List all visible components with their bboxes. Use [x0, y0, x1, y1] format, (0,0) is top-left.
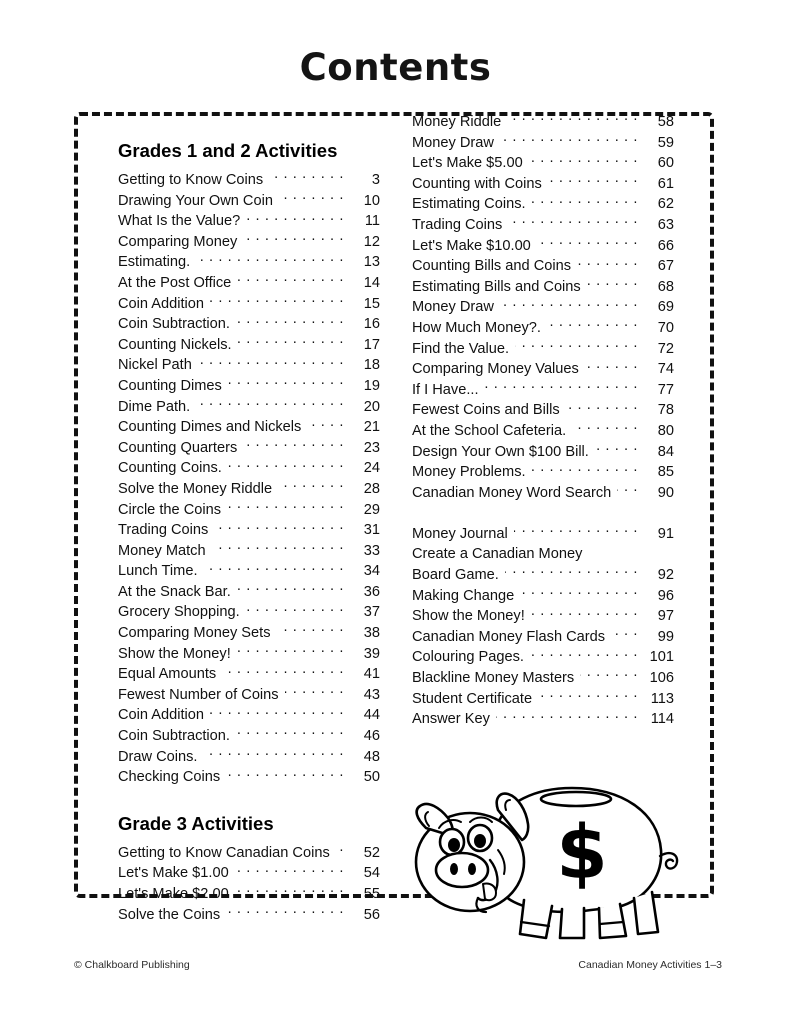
toc-entry[interactable]	[412, 153, 674, 174]
toc-page-number: 56	[363, 906, 380, 923]
toc-page-number: 85	[657, 464, 674, 481]
toc-entry-title: Getting to Know Canadian Coins	[118, 844, 330, 861]
toc-entry[interactable]	[412, 339, 674, 360]
toc-entry[interactable]	[118, 644, 380, 665]
section-heading: Grades 1 and 2 Activities	[118, 140, 338, 161]
toc-page-number: 13	[363, 254, 380, 271]
dot-leader	[235, 884, 344, 898]
toc-page-number: 31	[363, 522, 380, 539]
dot-leader	[537, 236, 638, 250]
toc-entry[interactable]	[412, 318, 674, 339]
toc-entry-title: Lunch Time.	[118, 563, 198, 580]
toc-column-left	[118, 112, 380, 925]
toc-entry-title: Create a Canadian Money	[412, 546, 583, 563]
toc-page-number: 114	[650, 711, 674, 728]
toc-entry-title: Trading Coins	[118, 522, 209, 539]
toc-entry-title: Counting Dimes	[118, 377, 222, 394]
toc-page-number: 62	[657, 196, 674, 213]
toc-entry[interactable]	[118, 376, 380, 397]
dot-leader	[336, 843, 344, 857]
toc-entry[interactable]	[412, 174, 674, 195]
toc-column-right	[412, 112, 674, 730]
toc-page-number: 48	[363, 748, 380, 765]
toc-page-number: 34	[363, 563, 380, 580]
dot-leader	[237, 644, 344, 658]
toc-entry[interactable]	[118, 294, 380, 315]
toc-entry[interactable]	[412, 442, 674, 463]
dot-leader	[243, 232, 344, 246]
toc-entry[interactable]	[118, 355, 380, 376]
toc-page-number: 28	[363, 480, 380, 497]
dot-leader	[279, 191, 344, 205]
toc-entry-title: Getting to Know Coins	[118, 172, 264, 188]
toc-entry[interactable]	[412, 359, 674, 380]
dot-leader	[532, 194, 638, 208]
toc-page-number: 113	[650, 690, 674, 707]
toc-entry[interactable]	[118, 602, 380, 623]
toc-entry[interactable]	[118, 438, 380, 459]
toc-entry-title: Comparing Money Sets	[118, 625, 271, 642]
toc-entry[interactable]	[118, 664, 380, 685]
toc-entry-title: If I Have...	[412, 381, 479, 398]
toc-entry[interactable]	[118, 191, 380, 212]
dot-leader	[507, 112, 638, 126]
dot-leader	[588, 544, 638, 558]
dot-leader	[228, 376, 344, 390]
toc-entry[interactable]	[118, 685, 380, 706]
toc-entry[interactable]	[412, 462, 674, 483]
toc-entry[interactable]	[118, 252, 380, 273]
toc-entry-title: Solve the Money Riddle	[118, 480, 273, 497]
toc-page-number: 19	[363, 377, 380, 394]
toc-entry[interactable]	[118, 500, 380, 521]
dot-leader	[238, 335, 344, 349]
dot-leader	[307, 417, 344, 431]
toc-page-number: 21	[363, 419, 380, 436]
toc-page-number: 52	[363, 844, 380, 861]
footer-book-title: Canadian Money Activities 1–3	[578, 959, 722, 971]
toc-entry[interactable]	[412, 215, 674, 236]
toc-page-number: 3	[371, 172, 380, 188]
toc-entry-title: How Much Money?.	[412, 319, 541, 336]
toc-entry-title: Design Your Own $100 Bill.	[412, 443, 589, 460]
toc-entry-title: Estimating Coins.	[412, 196, 526, 213]
toc-entry[interactable]	[118, 273, 380, 294]
toc-entry-title: Let's Make $10.00	[412, 237, 531, 254]
dot-leader	[210, 705, 344, 719]
dot-leader	[500, 297, 638, 311]
toc-page-number: 50	[363, 769, 380, 786]
toc-entry-title: Comparing Money	[118, 233, 238, 250]
toc-page-number: 91	[657, 525, 674, 542]
dot-leader	[196, 397, 344, 411]
toc-page-number: 69	[657, 299, 674, 316]
dot-leader	[587, 277, 638, 291]
toc-entry[interactable]	[412, 606, 674, 627]
dot-leader	[617, 483, 638, 497]
toc-entry[interactable]	[118, 170, 380, 191]
dot-leader	[196, 252, 344, 266]
toc-entry[interactable]	[118, 520, 380, 541]
heading-spacer	[118, 835, 380, 843]
page-title: Contents	[299, 46, 492, 89]
toc-page-number: 84	[657, 443, 674, 460]
dot-leader	[505, 565, 638, 579]
dot-leader	[222, 664, 344, 678]
toc-page-number: 74	[657, 361, 674, 378]
dot-leader	[595, 442, 638, 456]
toc-page-number: 38	[363, 625, 380, 642]
dot-leader	[548, 174, 638, 188]
dot-leader	[237, 582, 344, 596]
toc-page-number: 63	[657, 216, 674, 233]
toc-entry[interactable]	[118, 705, 380, 726]
toc-page-number: 33	[363, 542, 380, 559]
dot-leader	[204, 561, 345, 575]
toc-page-number: 54	[363, 865, 380, 882]
dot-leader	[236, 726, 344, 740]
toc-entry-title: Canadian Money Flash Cards	[412, 628, 606, 645]
toc-entry-title: Fewest Coins and Bills	[412, 402, 560, 419]
toc-entry[interactable]	[118, 843, 380, 864]
dot-leader	[547, 318, 638, 332]
dot-leader	[520, 586, 638, 600]
dot-leader	[580, 668, 638, 682]
dot-leader	[243, 438, 344, 452]
toc-page-number: 55	[363, 886, 380, 902]
dot-leader	[529, 153, 638, 167]
dot-leader	[214, 520, 344, 534]
toc-page-number: 80	[657, 422, 674, 439]
toc-entry-title: Find the Value.	[412, 340, 510, 357]
toc-entry-title: Money Draw	[412, 299, 494, 316]
dot-leader	[538, 689, 638, 703]
toc-entry-title: Counting Nickels.	[118, 336, 232, 353]
toc-entry[interactable]	[412, 709, 674, 730]
toc-entry-title: Board Game.	[412, 567, 499, 584]
toc-page-number: 92	[657, 567, 674, 584]
toc-entry[interactable]	[412, 277, 674, 298]
toc-entry-title: Nickel Path	[118, 357, 192, 374]
dot-leader	[269, 170, 344, 184]
toc-entry-title: Trading Coins	[412, 216, 503, 233]
toc-entry-title: Fewest Number of Coins	[118, 686, 279, 703]
dot-leader	[577, 256, 638, 270]
toc-entry[interactable]	[412, 647, 674, 668]
toc-page-number: 41	[363, 666, 380, 683]
toc-page-number: 12	[363, 233, 380, 250]
toc-entry[interactable]	[412, 380, 674, 401]
toc-page-number: 61	[657, 175, 674, 192]
dot-leader	[418, 503, 638, 517]
dot-leader	[531, 606, 638, 620]
toc-page-number: 23	[363, 439, 380, 456]
toc-entry[interactable]	[118, 747, 380, 768]
toc-entry-title: Show the Money!	[118, 645, 231, 662]
toc-entry[interactable]	[118, 232, 380, 253]
dot-leader	[198, 355, 344, 369]
toc-entry[interactable]	[118, 905, 380, 926]
toc-entry-title: Counting Quarters	[118, 439, 238, 456]
toc-entry[interactable]	[412, 133, 674, 154]
dot-leader	[212, 541, 344, 555]
toc-entry[interactable]	[412, 256, 674, 277]
toc-entry-title: Let's Make $5.00	[412, 155, 523, 172]
toc-entry[interactable]	[412, 586, 674, 607]
toc-entry-title: Counting with Coins	[412, 175, 542, 192]
toc-entry[interactable]	[118, 582, 380, 603]
toc-page-number: 10	[363, 192, 380, 209]
dot-leader	[585, 359, 638, 373]
piggy-bank-illustration	[386, 766, 686, 941]
toc-page-number: 46	[363, 728, 380, 745]
toc-entry-title: Let's Make $1.00	[118, 865, 229, 882]
toc-page-number: 67	[657, 258, 674, 275]
toc-entry-title: Blackline Money Masters	[412, 670, 575, 687]
dot-leader	[532, 462, 638, 476]
toc-page-number: 96	[657, 587, 674, 604]
toc-entry[interactable]	[118, 541, 380, 562]
dot-leader	[203, 747, 344, 761]
toc-page-number: 97	[657, 608, 674, 625]
toc-entry-title: Show the Money!	[412, 608, 525, 625]
toc-entry-title: Colouring Pages.	[412, 649, 524, 666]
toc-entry-title: Comparing Money Values	[412, 361, 579, 378]
toc-entry[interactable]	[412, 194, 674, 215]
toc-entry-title: What Is the Value?	[118, 213, 241, 230]
dot-leader	[226, 767, 344, 781]
toc-entry-title: Coin Subtraction.	[118, 728, 230, 745]
page-footer	[74, 958, 722, 972]
toc-page-number: 37	[363, 604, 380, 621]
toc-entry-title: Student Certificate	[412, 690, 533, 707]
toc-entry-title: Money Match	[118, 542, 206, 559]
toc-entry[interactable]	[118, 561, 380, 582]
toc-page-number: 44	[363, 707, 380, 724]
toc-entry-title: Canadian Money Word Search	[412, 484, 612, 501]
toc-entry[interactable]	[412, 565, 674, 586]
dot-leader	[514, 524, 638, 538]
toc-page-number: 66	[657, 237, 674, 254]
dot-leader	[566, 400, 638, 414]
toc-entry[interactable]	[412, 421, 674, 442]
toc-entry[interactable]	[412, 112, 674, 133]
toc-entry[interactable]	[118, 884, 380, 905]
toc-page-number: 72	[657, 340, 674, 357]
toc-page-number: 59	[657, 134, 674, 151]
toc-page-number: 58	[657, 114, 674, 130]
toc-entry[interactable]	[118, 417, 380, 438]
dot-leader	[611, 627, 638, 641]
dot-leader	[508, 215, 638, 229]
toc-entry[interactable]	[118, 211, 380, 232]
toc-entry-title: Money Draw	[412, 134, 494, 151]
toc-page-number: 29	[363, 501, 380, 518]
toc-page-number: 70	[657, 319, 674, 336]
toc-entry[interactable]	[412, 627, 674, 648]
toc-entry-title: Estimating.	[118, 254, 191, 271]
toc-page-number: 17	[363, 336, 380, 353]
toc-page-number: 78	[657, 402, 674, 419]
toc-entry-title: Coin Addition	[118, 707, 205, 724]
dot-leader	[277, 623, 345, 637]
toc-page-number: 16	[363, 316, 380, 333]
dot-leader	[278, 479, 344, 493]
toc-page-number: 106	[649, 670, 674, 687]
toc-spacer-row	[412, 503, 674, 524]
toc-page-number: 15	[363, 295, 380, 312]
dot-leader	[572, 421, 638, 435]
toc-entry-title: Grocery Shopping.	[118, 604, 240, 621]
dot-leader	[227, 500, 344, 514]
toc-entry-title: Drawing Your Own Coin	[118, 192, 273, 209]
dot-leader	[237, 273, 344, 287]
toc-entry-title: At the Snack Bar.	[118, 583, 231, 600]
toc-page-number: 14	[363, 274, 380, 291]
footer-copyright: © Chalkboard Publishing	[74, 959, 190, 971]
toc-entry[interactable]	[118, 397, 380, 418]
dot-leader	[226, 905, 344, 919]
dot-leader	[210, 294, 344, 308]
toc-entry[interactable]	[118, 863, 380, 884]
toc-entry-title: Dime Path.	[118, 398, 191, 415]
toc-page-number: 60	[657, 155, 674, 172]
dot-leader	[235, 863, 344, 877]
dot-leader	[485, 380, 638, 394]
dot-leader	[500, 133, 638, 147]
toc-page-number: 101	[649, 649, 674, 666]
toc-entry-title: Counting Dimes and Nickels	[118, 419, 302, 436]
toc-page-number: 24	[363, 460, 380, 477]
toc-entry-title: Money Problems.	[412, 464, 526, 481]
toc-page-number: 77	[657, 381, 674, 398]
section-heading: Grade 3 Activities	[118, 812, 274, 834]
toc-entry[interactable]	[118, 458, 380, 479]
dot-leader	[236, 314, 344, 328]
toc-page-number: 90	[657, 484, 674, 501]
toc-entry-title: Counting Bills and Coins	[412, 258, 571, 275]
heading-spacer	[118, 162, 380, 170]
toc-entry-title: Circle the Coins	[118, 501, 222, 518]
toc-entry[interactable]	[412, 297, 674, 318]
dot-leader	[530, 647, 638, 661]
toc-entry-title: Let's Make $2.00	[118, 886, 229, 902]
toc-entry[interactable]	[118, 479, 380, 500]
toc-entry-title: Equal Amounts	[118, 666, 217, 683]
toc-entry[interactable]	[118, 314, 380, 335]
dot-leader	[246, 211, 344, 225]
toc-page-number: 20	[363, 398, 380, 415]
toc-entry[interactable]	[412, 668, 674, 689]
toc-page-number: 39	[363, 645, 380, 662]
dollar-sign: $	[556, 810, 608, 896]
toc-entry[interactable]	[412, 400, 674, 421]
toc-entry[interactable]	[412, 236, 674, 257]
toc-entry-title: Making Change	[412, 587, 515, 604]
dot-leader	[515, 339, 638, 353]
toc-entry-title: At the School Cafeteria.	[412, 422, 567, 439]
toc-entry-title: Coin Subtraction.	[118, 316, 230, 333]
toc-entry-title: Money Journal	[412, 525, 508, 542]
toc-entry-title: Counting Coins.	[118, 460, 222, 477]
toc-entry[interactable]	[412, 524, 674, 545]
toc-entry[interactable]	[118, 335, 380, 356]
toc-page-number: 36	[363, 583, 380, 600]
toc-entry-title: Answer Key	[412, 711, 490, 728]
toc-entry-title: Solve the Coins	[118, 906, 221, 923]
toc-entry[interactable]	[118, 726, 380, 747]
toc-entry-title: Draw Coins.	[118, 748, 198, 765]
dot-leader	[228, 458, 344, 472]
toc-entry[interactable]	[412, 544, 674, 565]
toc-entry[interactable]	[412, 689, 674, 710]
toc-entry-title: Coin Addition	[118, 295, 205, 312]
toc-entry-title: Estimating Bills and Coins	[412, 278, 581, 295]
toc-entry[interactable]	[118, 767, 380, 788]
toc-entry-title: Money Riddle	[412, 114, 502, 130]
dot-leader	[285, 685, 344, 699]
toc-page-number: 43	[363, 686, 380, 703]
toc-entry-title: At the Post Office	[118, 274, 232, 291]
toc-page-number: 68	[657, 278, 674, 295]
toc-page-number: 18	[363, 357, 380, 374]
toc-entry[interactable]	[412, 483, 674, 504]
dot-leader	[496, 709, 638, 723]
toc-entry-title: Checking Coins	[118, 769, 221, 786]
dot-leader	[246, 602, 344, 616]
toc-page-number: 11	[364, 213, 380, 230]
toc-page-number: 99	[657, 628, 674, 645]
toc-entry[interactable]	[118, 623, 380, 644]
